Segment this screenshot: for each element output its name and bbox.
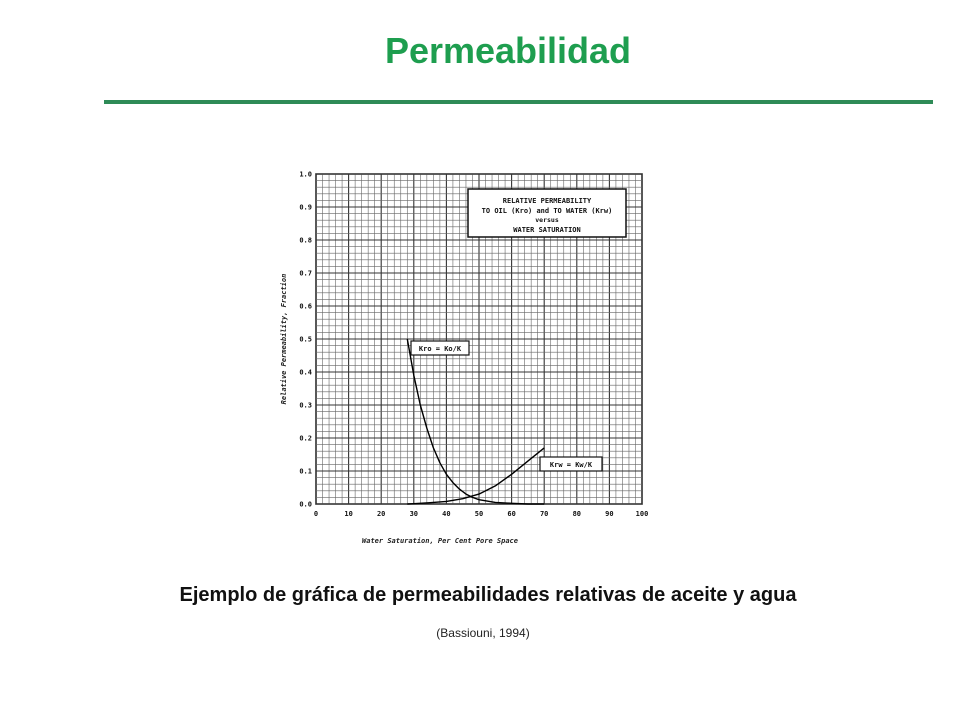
relative-permeability-chart: [270, 160, 670, 555]
x-tick-label: 80: [572, 510, 582, 518]
chart-title-line-2: TO OIL (Kro) and TO WATER (Krw): [481, 207, 613, 215]
y-tick-label: 0.5: [299, 335, 312, 344]
x-tick-label: 50: [474, 510, 484, 518]
y-tick-label: 0.4: [299, 368, 312, 377]
chart-title-line-1: RELATIVE PERMEABILITY: [502, 197, 592, 205]
chart-title-box: [468, 189, 626, 237]
title-divider: [104, 100, 933, 104]
figure-caption: Ejemplo de gráfica de permeabilidades relativas de aceite y agua: [179, 584, 797, 606]
x-tick-label: 70: [539, 510, 549, 518]
x-tick-label: 20: [376, 510, 386, 518]
y-tick-label: 0.2: [299, 434, 312, 443]
y-tick-label: 0.8: [299, 236, 312, 245]
krw-label: Krw = Kw/K: [549, 461, 593, 469]
y-tick-label: 0.9: [299, 203, 312, 212]
x-tick-label: 60: [507, 510, 516, 518]
x-tick-label: 100: [635, 510, 649, 518]
slide-title: Permeabilidad: [384, 30, 632, 71]
x-tick-label: 30: [409, 510, 419, 518]
x-axis-label: Water Saturation, Per Cent Pore Space: [362, 537, 518, 545]
kro-label: Kro = Ko/K: [418, 345, 462, 353]
chart-title-line-4: WATER SATURATION: [513, 226, 581, 234]
y-tick-label: 1.0: [299, 170, 312, 179]
y-tick-label: 0.6: [299, 302, 312, 311]
kro-annotation: [411, 341, 469, 355]
y-tick-label: 0.7: [299, 269, 312, 278]
y-axis-label: Relative Permeability, Fraction: [280, 273, 288, 405]
krw-annotation: [540, 457, 602, 471]
figure-source: (Bassiouni, 1994): [436, 626, 530, 640]
y-tick-label: 0.3: [299, 401, 312, 410]
x-tick-label: 10: [344, 510, 353, 518]
x-tick-label: 0: [313, 510, 319, 518]
chart-svg: [270, 160, 670, 555]
y-tick-label: 0.1: [299, 467, 312, 476]
x-tick-label: 40: [442, 510, 451, 518]
y-tick-label: 0.0: [299, 500, 312, 509]
x-tick-label: 90: [605, 510, 614, 518]
chart-title-line-3: versus: [535, 216, 559, 224]
